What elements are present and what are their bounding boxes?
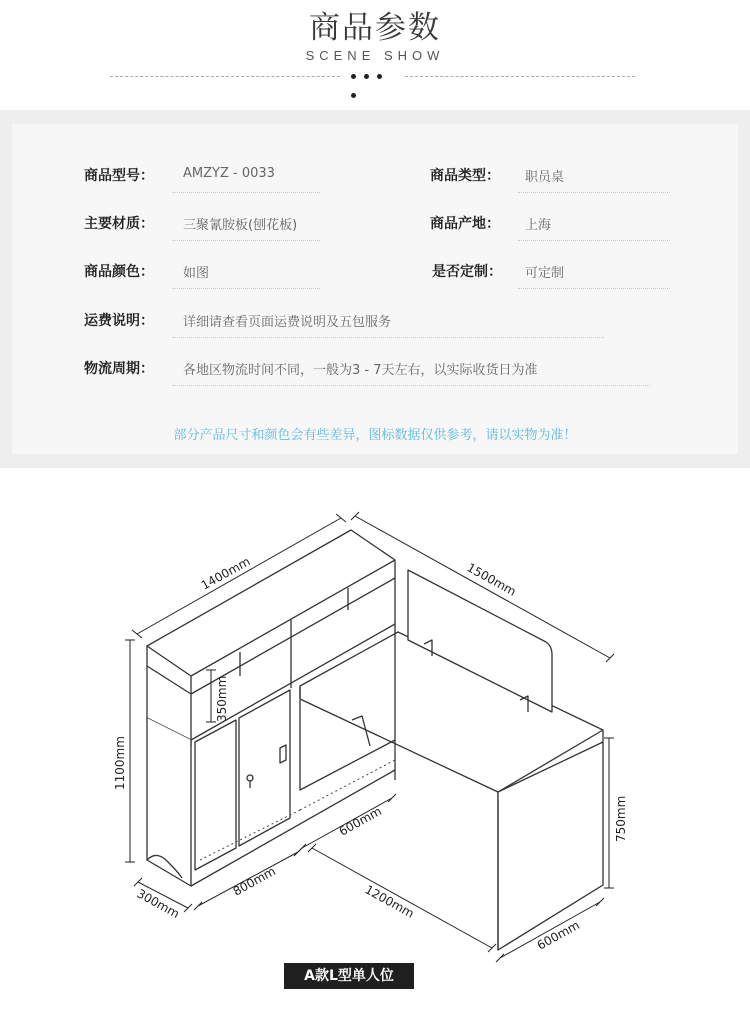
param-label: 商品颜色： — [84, 264, 154, 280]
param-underline — [172, 240, 320, 241]
disclaimer-note: 部分产品尺寸和颜色会有些差异，图标数据仅供参考，请以实物为准！ — [173, 428, 577, 443]
divider-left — [110, 76, 340, 77]
model-caption-badge: A款L型单人位 — [284, 963, 414, 989]
param-label: 主要材质： — [84, 216, 154, 232]
param-value: 可定制 — [525, 266, 565, 281]
dim-1100: 1100mm — [113, 736, 127, 790]
param-value: 三聚氰胺板(刨花板) — [183, 218, 298, 233]
param-value: 职员桌 — [525, 170, 565, 185]
section-subtitle: SCENE SHOW — [305, 48, 445, 63]
param-value: 各地区物流时间不同，一般为3 - 7天左右，以实际收货日为准 — [183, 363, 538, 378]
dim-300: 300mm — [134, 886, 182, 922]
param-value: 详细请查看页面运费说明及五包服务 — [183, 315, 392, 330]
dim-1500: 1500mm — [464, 560, 519, 599]
param-underline — [518, 192, 670, 193]
param-underline — [518, 288, 670, 289]
dim-600-end: 600mm — [534, 917, 582, 953]
dim-750: 750mm — [614, 795, 628, 842]
param-underline — [172, 337, 604, 338]
param-underline — [172, 192, 320, 193]
dim-350: 350mm — [215, 675, 229, 722]
dim-800: 800mm — [230, 863, 278, 899]
params-panel — [0, 110, 750, 468]
divider-right — [405, 76, 635, 77]
param-value: 上海 — [525, 218, 552, 233]
param-underline — [172, 288, 320, 289]
param-label: 商品产地： — [430, 216, 500, 232]
param-label: 运费说明： — [84, 313, 154, 329]
param-value: 如图 — [183, 266, 210, 281]
param-underline — [518, 240, 670, 241]
dim-1400: 1400mm — [198, 554, 253, 593]
dim-600-inner: 600mm — [336, 803, 384, 839]
divider-dots — [351, 74, 401, 80]
param-value: AMZYZ - 0033 — [183, 166, 275, 181]
dim-1200: 1200mm — [362, 882, 417, 921]
param-label: 商品类型： — [430, 168, 500, 184]
section-title: 商品参数 — [309, 10, 441, 46]
param-underline — [172, 385, 650, 386]
param-label: 商品型号： — [84, 168, 154, 184]
desk-dimension-drawing — [0, 490, 750, 1020]
param-label: 物流周期： — [84, 361, 154, 377]
param-label: 是否定制： — [432, 264, 502, 280]
